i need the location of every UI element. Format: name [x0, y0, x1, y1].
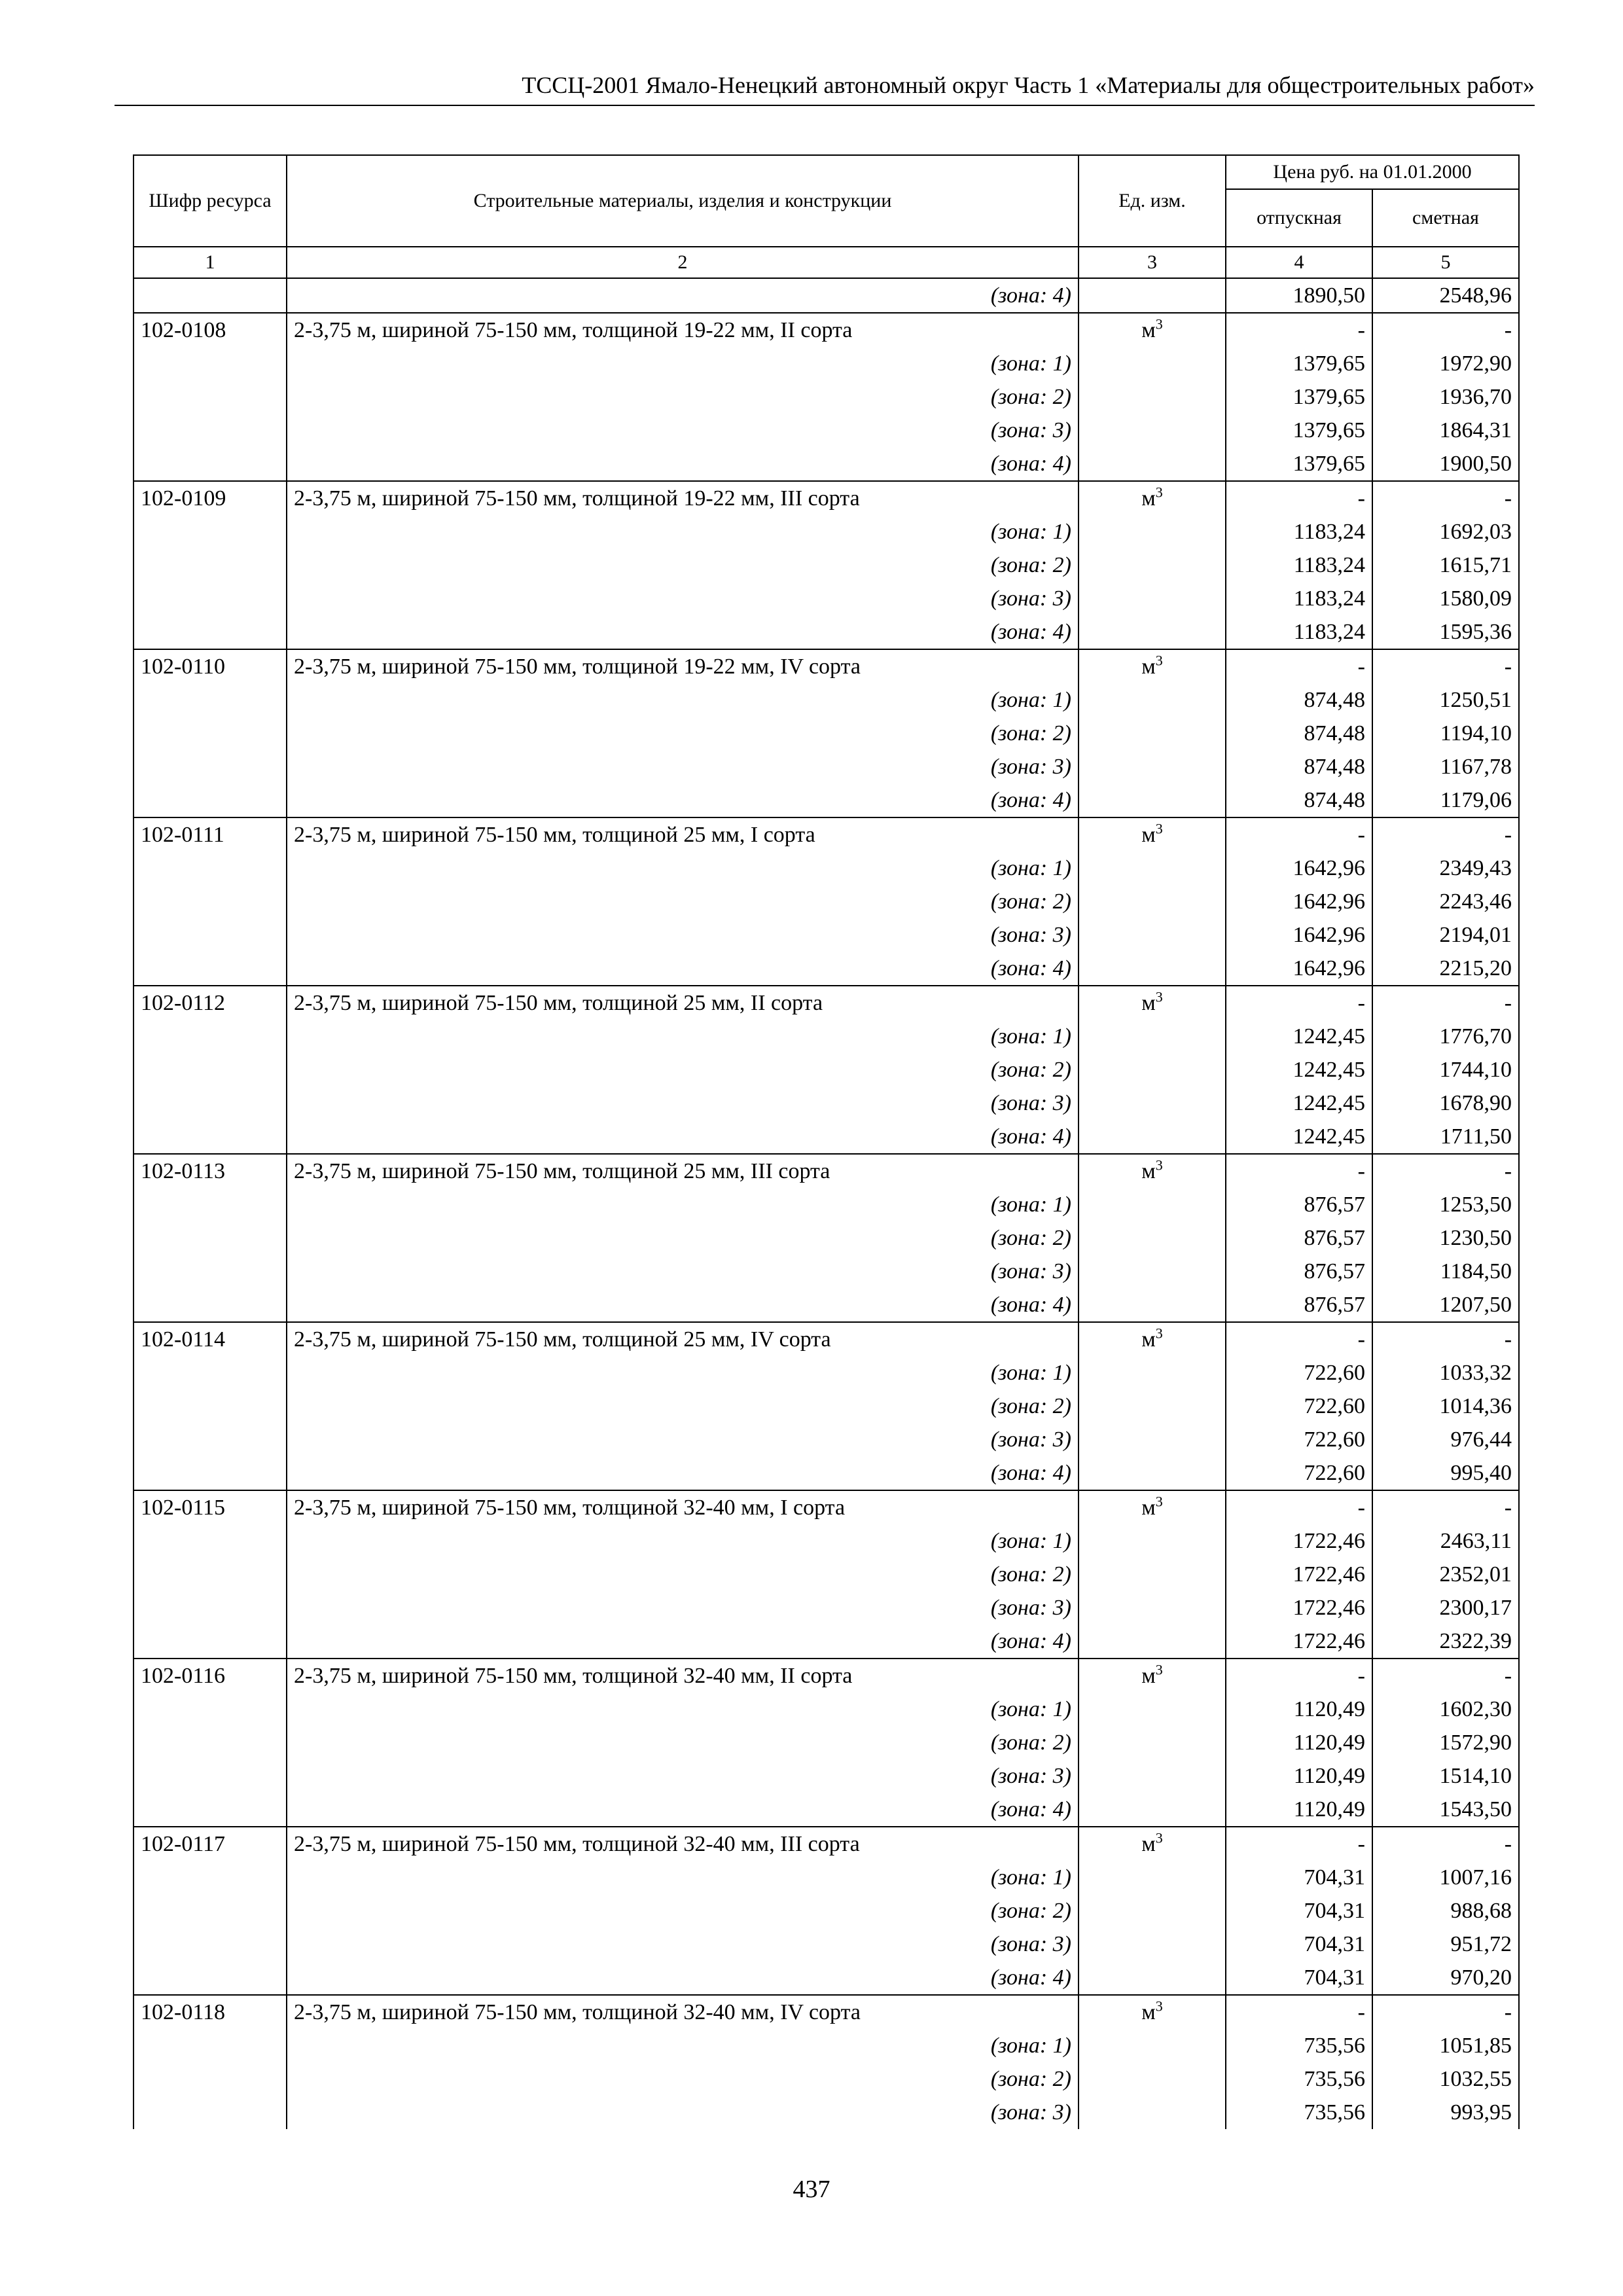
table-row	[134, 1861, 1519, 1894]
release-price: 1642,96	[1226, 852, 1372, 885]
estimate-price: 2463,11	[1372, 1524, 1519, 1558]
resource-code: 102-0111	[134, 817, 287, 852]
zone-label: (зона: 4)	[287, 1961, 1079, 1995]
unit-cell: $м^3$	[1079, 313, 1226, 347]
table-row	[134, 885, 1519, 918]
col-header-release: отпускная	[1226, 189, 1372, 247]
col-number-2: 2	[287, 247, 1079, 278]
estimate-price: 1580,09	[1372, 582, 1519, 615]
table-row	[134, 952, 1519, 986]
release-price: -	[1226, 1827, 1372, 1861]
col-number-5: 5	[1372, 247, 1519, 278]
zone-label: (зона: 4)	[287, 1793, 1079, 1827]
release-price: 1183,24	[1226, 515, 1372, 548]
zone-label: (зона: 4)	[287, 1456, 1079, 1490]
estimate-price: -	[1372, 986, 1519, 1020]
table-row	[134, 380, 1519, 414]
table-row	[134, 1154, 1519, 1188]
release-price: -	[1226, 1154, 1372, 1188]
table-row	[134, 717, 1519, 750]
table-row	[134, 1356, 1519, 1390]
zone-label: (зона: 2)	[287, 1726, 1079, 1759]
estimate-price: -	[1372, 649, 1519, 683]
estimate-price: 1167,78	[1372, 750, 1519, 783]
zone-label: (зона: 3)	[287, 750, 1079, 783]
estimate-price: 2352,01	[1372, 1558, 1519, 1591]
zone-label: (зона: 4)	[287, 783, 1079, 817]
release-price: 735,56	[1226, 2029, 1372, 2062]
estimate-price: 1692,03	[1372, 515, 1519, 548]
release-price: 874,48	[1226, 750, 1372, 783]
zone-label: (зона: 4)	[287, 952, 1079, 986]
estimate-price: 2243,46	[1372, 885, 1519, 918]
unit-cell: $м^3$	[1079, 817, 1226, 852]
estimate-price: -	[1372, 817, 1519, 852]
zone-label: (зона: 2)	[287, 548, 1079, 582]
col-header-estimate: сметная	[1372, 189, 1519, 247]
zone-label: (зона: 1)	[287, 1188, 1079, 1221]
estimate-price: 2548,96	[1372, 278, 1519, 313]
table-row	[134, 1961, 1519, 1995]
zone-label: (зона: 2)	[287, 1894, 1079, 1928]
estimate-price: -	[1372, 481, 1519, 515]
release-price: -	[1226, 313, 1372, 347]
zone-label: (зона: 1)	[287, 1861, 1079, 1894]
table-row	[134, 1288, 1519, 1322]
release-price: 704,31	[1226, 1961, 1372, 1995]
zone-label: (зона: 2)	[287, 2062, 1079, 2096]
col-header-name: Строительные материалы, изделия и конструкции	[287, 155, 1079, 247]
material-name: 2-3,75 м, шириной 75-150 мм, толщиной 25 мм, III сорта	[287, 1154, 1079, 1188]
release-price: -	[1226, 1322, 1372, 1356]
zone-label: (зона: 2)	[287, 1558, 1079, 1591]
estimate-price: -	[1372, 1322, 1519, 1356]
table-row	[134, 1221, 1519, 1255]
col-number-4: 4	[1226, 247, 1372, 278]
release-price: 1183,24	[1226, 582, 1372, 615]
release-price: 704,31	[1226, 1894, 1372, 1928]
header-rule	[115, 105, 1535, 106]
zone-label: (зона: 1)	[287, 2029, 1079, 2062]
table-row	[134, 1188, 1519, 1221]
zone-label: (зона: 4)	[287, 1288, 1079, 1322]
table-row	[134, 1322, 1519, 1356]
release-price: 1722,46	[1226, 1524, 1372, 1558]
estimate-price: -	[1372, 1827, 1519, 1861]
estimate-price: 2194,01	[1372, 918, 1519, 952]
table-row	[134, 1524, 1519, 1558]
release-price: -	[1226, 817, 1372, 852]
material-name: 2-3,75 м, шириной 75-150 мм, толщиной 32-40 мм, III сорта	[287, 1827, 1079, 1861]
estimate-price: 976,44	[1372, 1423, 1519, 1456]
release-price: 1242,45	[1226, 1020, 1372, 1053]
release-price: 1120,49	[1226, 1793, 1372, 1827]
unit-cell: $м^3$	[1079, 1995, 1226, 2029]
zone-label: (зона: 3)	[287, 1928, 1079, 1961]
estimate-price: 1184,50	[1372, 1255, 1519, 1288]
zone-label: (зона: 2)	[287, 885, 1079, 918]
estimate-price: 1595,36	[1372, 615, 1519, 649]
col-number-3: 3	[1079, 247, 1226, 278]
release-price: 1242,45	[1226, 1053, 1372, 1086]
estimate-price: -	[1372, 313, 1519, 347]
release-price: -	[1226, 1490, 1372, 1524]
release-price: 722,60	[1226, 1390, 1372, 1423]
estimate-price: 1230,50	[1372, 1221, 1519, 1255]
unit-cell: $м^3$	[1079, 1490, 1226, 1524]
zone-label: (зона: 4)	[287, 1120, 1079, 1154]
material-name: 2-3,75 м, шириной 75-150 мм, толщиной 25 мм, I сорта	[287, 817, 1079, 852]
page-number: 437	[793, 2176, 830, 2203]
release-price: 876,57	[1226, 1255, 1372, 1288]
estimate-price: 970,20	[1372, 1961, 1519, 1995]
zone-label: (зона: 3)	[287, 1591, 1079, 1624]
estimate-price: -	[1372, 1995, 1519, 2029]
unit-cell: $м^3$	[1079, 1827, 1226, 1861]
resource-code: 102-0112	[134, 986, 287, 1020]
table-row	[134, 1894, 1519, 1928]
unit-cell: $м^3$	[1079, 481, 1226, 515]
estimate-price: 1032,55	[1372, 2062, 1519, 2096]
unit-cell: $м^3$	[1079, 1659, 1226, 1693]
table-row	[134, 414, 1519, 447]
zone-label: (зона: 1)	[287, 852, 1079, 885]
zone-label: (зона: 4)	[287, 447, 1079, 481]
estimate-price: 1179,06	[1372, 783, 1519, 817]
estimate-price: 988,68	[1372, 1894, 1519, 1928]
table-row	[134, 986, 1519, 1020]
unit-cell: $м^3$	[1079, 1154, 1226, 1188]
table-row	[134, 1995, 1519, 2029]
estimate-price: 1207,50	[1372, 1288, 1519, 1322]
table-row	[134, 1086, 1519, 1120]
table-row	[134, 852, 1519, 885]
release-price: -	[1226, 1995, 1372, 2029]
resource-code: 102-0115	[134, 1490, 287, 1524]
estimate-price: 1033,32	[1372, 1356, 1519, 1390]
release-price: 1722,46	[1226, 1591, 1372, 1624]
zone-label: (зона: 3)	[287, 1423, 1079, 1456]
zone-label: (зона: 4)	[287, 278, 1079, 313]
release-price: 876,57	[1226, 1188, 1372, 1221]
estimate-price: 1007,16	[1372, 1861, 1519, 1894]
release-price: 874,48	[1226, 717, 1372, 750]
release-price: 1722,46	[1226, 1558, 1372, 1591]
table-row	[134, 347, 1519, 380]
estimate-price: 951,72	[1372, 1928, 1519, 1961]
release-price: 1642,96	[1226, 952, 1372, 986]
table-row	[134, 1053, 1519, 1086]
resource-code: 102-0116	[134, 1659, 287, 1693]
estimate-price: 993,95	[1372, 2096, 1519, 2129]
estimate-price: 1615,71	[1372, 548, 1519, 582]
col-header-code: Шифр ресурса	[134, 155, 287, 247]
release-price: 722,60	[1226, 1456, 1372, 1490]
release-price: 704,31	[1226, 1928, 1372, 1961]
zone-label: (зона: 4)	[287, 1624, 1079, 1659]
estimate-price: 1678,90	[1372, 1086, 1519, 1120]
table-row	[134, 750, 1519, 783]
material-name: 2-3,75 м, шириной 75-150 мм, толщиной 25 мм, II сорта	[287, 986, 1079, 1020]
release-price: 735,56	[1226, 2062, 1372, 2096]
material-name: 2-3,75 м, шириной 75-150 мм, толщиной 32-40 мм, IV сорта	[287, 1995, 1079, 2029]
estimate-price: 1711,50	[1372, 1120, 1519, 1154]
zone-label: (зона: 2)	[287, 1221, 1079, 1255]
release-price: 722,60	[1226, 1423, 1372, 1456]
estimate-price: 1051,85	[1372, 2029, 1519, 2062]
table-row	[134, 582, 1519, 615]
resource-code: 102-0118	[134, 1995, 287, 2029]
estimate-price: 1900,50	[1372, 447, 1519, 481]
estimate-price: 2349,43	[1372, 852, 1519, 885]
unit-cell: $м^3$	[1079, 1322, 1226, 1356]
estimate-price: -	[1372, 1490, 1519, 1524]
estimate-price: 1864,31	[1372, 414, 1519, 447]
resource-code: 102-0108	[134, 313, 287, 347]
zone-label: (зона: 2)	[287, 717, 1079, 750]
unit-cell: $м^3$	[1079, 986, 1226, 1020]
release-price: 876,57	[1226, 1288, 1372, 1322]
material-name: 2-3,75 м, шириной 75-150 мм, толщиной 19-22 мм, II сорта	[287, 313, 1079, 347]
estimate-price: 1936,70	[1372, 380, 1519, 414]
material-name: 2-3,75 м, шириной 75-150 мм, толщиной 19-22 мм, III сорта	[287, 481, 1079, 515]
zone-label: (зона: 2)	[287, 380, 1079, 414]
table-row	[134, 1624, 1519, 1659]
unit-cell: $м^3$	[1079, 649, 1226, 683]
table-row	[134, 1456, 1519, 1490]
resource-code: 102-0109	[134, 481, 287, 515]
col-header-unit: Ед. изм.	[1079, 155, 1226, 247]
zone-label: (зона: 3)	[287, 1759, 1079, 1793]
zone-label: (зона: 1)	[287, 1020, 1079, 1053]
resource-code: 102-0110	[134, 649, 287, 683]
estimate-price: 1194,10	[1372, 717, 1519, 750]
table-row	[134, 1255, 1519, 1288]
estimate-price: 1744,10	[1372, 1053, 1519, 1086]
release-price: 874,48	[1226, 783, 1372, 817]
resource-code: 102-0114	[134, 1322, 287, 1356]
release-price: 704,31	[1226, 1861, 1372, 1894]
zone-label: (зона: 4)	[287, 615, 1079, 649]
table-row	[134, 1693, 1519, 1726]
estimate-price: 2215,20	[1372, 952, 1519, 986]
release-price: 1242,45	[1226, 1120, 1372, 1154]
material-name: 2-3,75 м, шириной 75-150 мм, толщиной 19-22 мм, IV сорта	[287, 649, 1079, 683]
table-row	[134, 1558, 1519, 1591]
table-row	[134, 1659, 1519, 1693]
release-price: 1120,49	[1226, 1693, 1372, 1726]
estimate-price: 1514,10	[1372, 1759, 1519, 1793]
estimate-price: 1572,90	[1372, 1726, 1519, 1759]
release-price: 1183,24	[1226, 548, 1372, 582]
table-row	[134, 1827, 1519, 1861]
release-price: 1379,65	[1226, 380, 1372, 414]
release-price: 735,56	[1226, 2096, 1372, 2129]
table-row	[134, 313, 1519, 347]
release-price: 876,57	[1226, 1221, 1372, 1255]
table-row	[134, 1423, 1519, 1456]
release-price: 722,60	[1226, 1356, 1372, 1390]
zone-label: (зона: 3)	[287, 2096, 1079, 2129]
release-price: 1120,49	[1226, 1726, 1372, 1759]
zone-label: (зона: 1)	[287, 1693, 1079, 1726]
zone-label: (зона: 1)	[287, 1356, 1079, 1390]
table-header	[134, 155, 1519, 278]
table-row	[134, 817, 1519, 852]
resource-code: 102-0117	[134, 1827, 287, 1861]
estimate-price: 2300,17	[1372, 1591, 1519, 1624]
zone-label: (зона: 3)	[287, 414, 1079, 447]
estimate-price: 1972,90	[1372, 347, 1519, 380]
release-price: -	[1226, 649, 1372, 683]
release-price: 1120,49	[1226, 1759, 1372, 1793]
table-row	[134, 1390, 1519, 1423]
zone-label: (зона: 1)	[287, 347, 1079, 380]
table-row	[134, 783, 1519, 817]
table-row	[134, 1726, 1519, 1759]
zone-label: (зона: 2)	[287, 1053, 1079, 1086]
estimate-price: 1776,70	[1372, 1020, 1519, 1053]
table-body	[134, 278, 1519, 2129]
material-name: 2-3,75 м, шириной 75-150 мм, толщиной 25 мм, IV сорта	[287, 1322, 1079, 1356]
estimate-price: -	[1372, 1659, 1519, 1693]
estimate-price: 1253,50	[1372, 1188, 1519, 1221]
table-row	[134, 2029, 1519, 2062]
release-price: 1642,96	[1226, 918, 1372, 952]
release-price: -	[1226, 481, 1372, 515]
resource-code: 102-0113	[134, 1154, 287, 1188]
table-row	[134, 515, 1519, 548]
release-price: 1379,65	[1226, 447, 1372, 481]
price-table	[133, 154, 1520, 2129]
table-row	[134, 447, 1519, 481]
zone-label: (зона: 3)	[287, 582, 1079, 615]
estimate-price: 1602,30	[1372, 1693, 1519, 1726]
table-row	[134, 1591, 1519, 1624]
table-row	[134, 548, 1519, 582]
release-price: 1722,46	[1226, 1624, 1372, 1659]
release-price: 1379,65	[1226, 347, 1372, 380]
release-price: 1242,45	[1226, 1086, 1372, 1120]
table-row	[134, 2096, 1519, 2129]
running-header: ТССЦ-2001 Ямало-Ненецкий автономный округ Часть 1 «Материалы для общестроительных работ»	[522, 72, 1535, 98]
estimate-price: 2322,39	[1372, 1624, 1519, 1659]
release-price: 874,48	[1226, 683, 1372, 717]
table-row	[134, 1120, 1519, 1154]
table-row	[134, 481, 1519, 515]
table-row	[134, 683, 1519, 717]
zone-label: (зона: 1)	[287, 515, 1079, 548]
table-row	[134, 918, 1519, 952]
table-row	[134, 615, 1519, 649]
material-name: 2-3,75 м, шириной 75-150 мм, толщиной 32-40 мм, II сорта	[287, 1659, 1079, 1693]
table-row	[134, 2062, 1519, 2096]
release-price: 1183,24	[1226, 615, 1372, 649]
table-row	[134, 1490, 1519, 1524]
release-price: -	[1226, 1659, 1372, 1693]
release-price: 1642,96	[1226, 885, 1372, 918]
table-row	[134, 1928, 1519, 1961]
table-row	[134, 1759, 1519, 1793]
zone-label: (зона: 1)	[287, 1524, 1079, 1558]
col-number-1: 1	[134, 247, 287, 278]
estimate-price: 1014,36	[1372, 1390, 1519, 1423]
col-header-price-group: Цена руб. на 01.01.2000	[1226, 155, 1519, 189]
release-price: -	[1226, 986, 1372, 1020]
table-row	[134, 278, 1519, 313]
table-row	[134, 649, 1519, 683]
zone-label: (зона: 1)	[287, 683, 1079, 717]
estimate-price: -	[1372, 1154, 1519, 1188]
material-name: 2-3,75 м, шириной 75-150 мм, толщиной 32-40 мм, I сорта	[287, 1490, 1079, 1524]
estimate-price: 1250,51	[1372, 683, 1519, 717]
table-row	[134, 1793, 1519, 1827]
zone-label: (зона: 3)	[287, 918, 1079, 952]
estimate-price: 995,40	[1372, 1456, 1519, 1490]
zone-label: (зона: 2)	[287, 1390, 1079, 1423]
release-price: 1890,50	[1226, 278, 1372, 313]
table-row	[134, 1020, 1519, 1053]
zone-label: (зона: 3)	[287, 1255, 1079, 1288]
zone-label: (зона: 3)	[287, 1086, 1079, 1120]
estimate-price: 1543,50	[1372, 1793, 1519, 1827]
release-price: 1379,65	[1226, 414, 1372, 447]
